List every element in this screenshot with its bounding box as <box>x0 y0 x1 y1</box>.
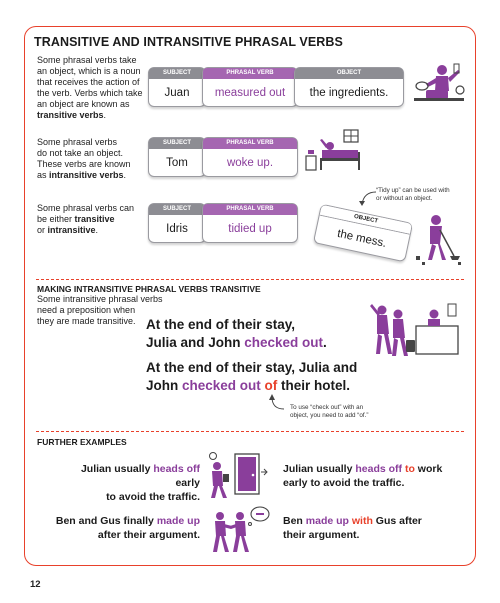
phrasal-verb-highlight: heads off <box>153 463 200 475</box>
term-bold: intransitive <box>47 225 96 235</box>
subject-piece <box>148 137 206 177</box>
example-text: Julian usually <box>283 463 356 475</box>
example-text: Gus after <box>372 515 422 527</box>
subject-text: Idris <box>166 223 188 235</box>
preposition-highlight: with <box>351 515 373 527</box>
person-sweeping-icon <box>410 212 466 270</box>
desc-text: or <box>37 225 48 235</box>
example-text: Julian usually <box>80 463 154 475</box>
example-line <box>283 462 463 476</box>
object-text: the mess. <box>336 227 388 250</box>
desc-line <box>37 214 147 225</box>
desc-punct: . <box>95 225 99 235</box>
desc-line: an object are known as <box>37 99 130 109</box>
subject-piece <box>148 203 206 243</box>
section3-heading: FURTHER EXAMPLES <box>37 437 127 447</box>
row3-description <box>37 203 147 236</box>
row2-description <box>37 137 147 181</box>
verb-text: tidied up <box>228 223 272 235</box>
example-line: to avoid the traffic. <box>106 491 200 503</box>
note-line: “Tidy up” can be used with <box>376 187 450 194</box>
making-up-icon <box>206 504 272 554</box>
example-line: At the end of their stay, <box>146 317 296 332</box>
verb-piece <box>202 67 298 107</box>
row1-description <box>37 55 147 121</box>
example-line <box>283 514 463 528</box>
desc-punct: . <box>103 110 107 120</box>
term-bold: transitive <box>74 214 115 224</box>
desc-text: as <box>37 170 50 180</box>
page-number: 12 <box>30 579 41 590</box>
example-text: work <box>414 463 443 475</box>
desc-line: do not take an object. <box>37 148 124 158</box>
row3-sentence-strip <box>148 203 413 250</box>
term-bold: intransitive verbs <box>49 170 124 180</box>
example-line <box>60 462 200 490</box>
subject-header: SUBJECT <box>149 204 205 215</box>
example-text: John <box>146 378 182 393</box>
desc-line: an object, which is a noun <box>37 66 141 76</box>
desc-line: Some phrasal verbs can <box>37 203 135 213</box>
row2-sentence-strip <box>148 137 298 179</box>
verb-header: PHRASAL VERB <box>203 204 297 215</box>
phrasal-verb-highlight: made up <box>305 515 352 527</box>
example-made-up <box>30 514 200 542</box>
note-line: or without an object. <box>376 195 433 202</box>
example-text: Ben and Gus finally <box>55 515 157 527</box>
example-line <box>30 514 200 528</box>
object-header: OBJECT <box>295 68 403 79</box>
subject-header: SUBJECT <box>149 68 205 79</box>
object-piece <box>294 67 404 107</box>
example-intransitive <box>146 316 327 352</box>
preposition-highlight: of <box>264 378 278 393</box>
desc-line: they are made transitive. <box>37 316 136 326</box>
verb-piece <box>202 203 298 243</box>
verb-text: measured out <box>214 87 286 99</box>
desc-line: Some phrasal verbs take <box>37 55 137 65</box>
verb-header: PHRASAL VERB <box>203 138 297 149</box>
section-divider <box>36 431 464 432</box>
hotel-checkout-icon <box>368 300 464 358</box>
note-line: To use “check out” with an <box>290 404 364 411</box>
subject-header: SUBJECT <box>149 138 205 149</box>
desc-line <box>37 110 147 121</box>
example-punct: . <box>323 335 327 350</box>
tidy-up-note <box>376 187 476 203</box>
phrasal-verb-highlight: checked out <box>182 378 265 393</box>
example-text: their hotel. <box>277 378 351 393</box>
example-heads-off <box>60 462 200 504</box>
desc-line: Some phrasal verbs <box>37 137 118 147</box>
section2-heading: MAKING INTRANSITIVE PHRASAL VERBS TRANSITIVE <box>37 284 261 294</box>
bed-waking-icon <box>304 128 364 176</box>
subject-text: Juan <box>164 87 190 99</box>
example-line <box>146 377 357 395</box>
check-out-note <box>290 404 410 420</box>
desc-line: the verb. Verbs which take <box>37 88 143 98</box>
phrasal-verb-highlight: checked out <box>244 335 324 350</box>
note-arrow-icon <box>268 393 288 413</box>
object-header: OBJECT <box>320 205 412 235</box>
example-line: after their argument. <box>97 529 200 541</box>
subject-piece <box>148 67 206 107</box>
example-line: their argument. <box>283 529 360 541</box>
desc-text: be either <box>37 214 75 224</box>
term-bold: transitive verbs <box>37 110 104 120</box>
example-line: early to avoid the traffic. <box>283 477 405 489</box>
desc-line: Some intransitive phrasal verbs <box>37 294 163 304</box>
phrasal-verb-highlight: heads off <box>355 463 405 475</box>
verb-piece <box>202 137 298 177</box>
example-line: At the end of their stay, Julia and <box>146 360 358 375</box>
note-line: object, you need to add “of.” <box>290 412 369 419</box>
example-text: early <box>175 477 200 489</box>
desc-line: that receives the action of <box>37 77 140 87</box>
page-title: TRANSITIVE AND INTRANSITIVE PHRASAL VERBS <box>34 35 343 49</box>
chef-measuring-icon <box>412 60 468 110</box>
example-made-up-with <box>283 514 463 542</box>
leaving-door-icon <box>205 452 269 498</box>
example-text: Julia and John <box>146 335 245 350</box>
desc-line: need a preposition when <box>37 305 136 315</box>
desc-line <box>37 170 147 181</box>
desc-punct: . <box>123 170 127 180</box>
example-heads-off-to <box>283 462 463 490</box>
preposition-highlight: to <box>404 463 415 475</box>
subject-text: Tom <box>166 157 188 169</box>
desc-line <box>37 225 147 236</box>
object-text: the ingredients. <box>309 87 389 99</box>
example-line <box>146 334 327 352</box>
example-text: Ben <box>283 515 306 527</box>
row1-sentence-strip <box>148 67 406 109</box>
verb-text: woke up. <box>226 157 274 169</box>
example-transitive <box>146 359 357 395</box>
desc-line: These verbs are known <box>37 159 131 169</box>
section-divider <box>36 279 464 280</box>
verb-header: PHRASAL VERB <box>203 68 297 79</box>
phrasal-verb-highlight: made up <box>156 515 200 527</box>
